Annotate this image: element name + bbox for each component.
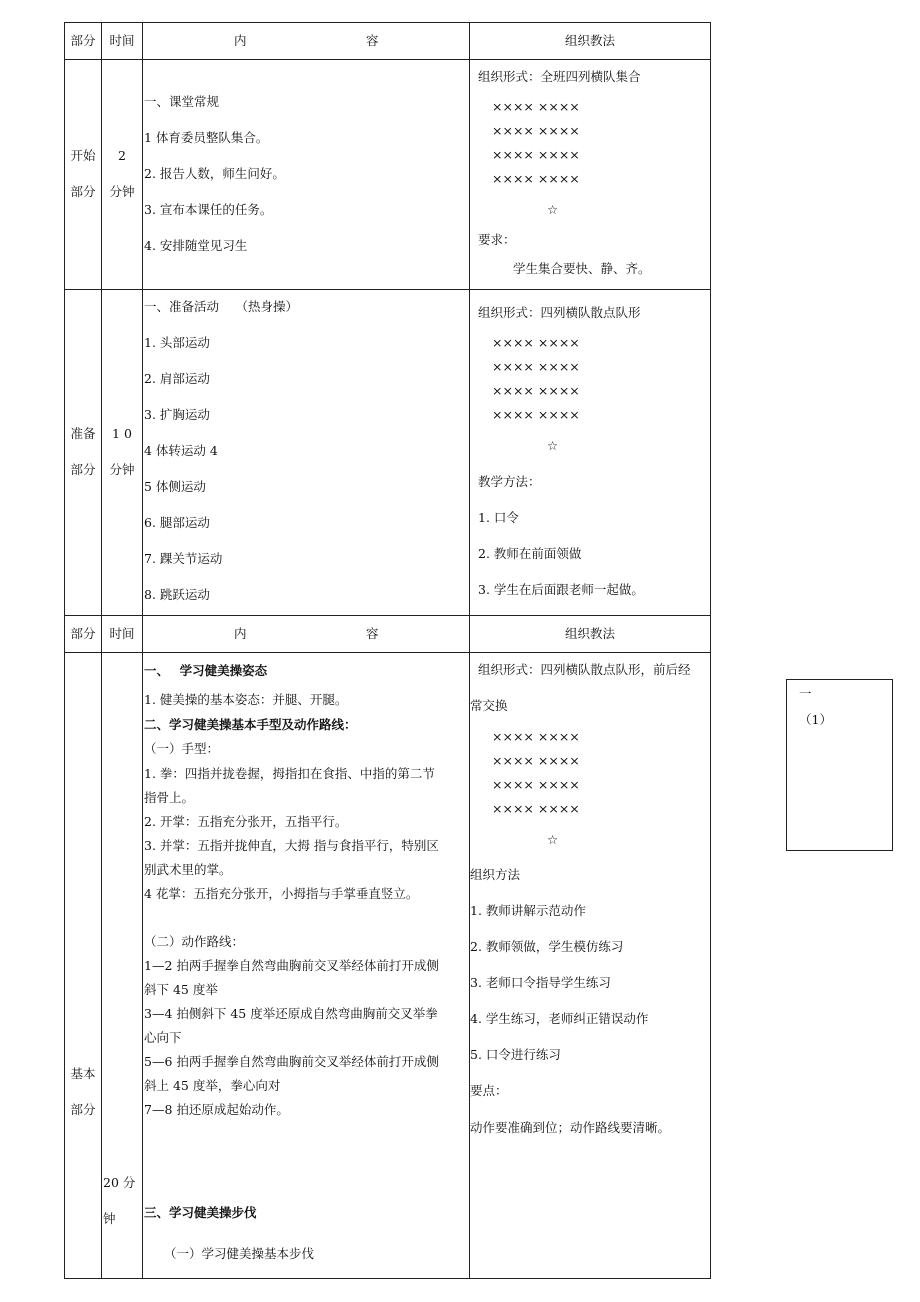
s2-content-line: 7. 踝关节运动 bbox=[144, 551, 223, 566]
s2-content-line: 1. 头部运动 bbox=[144, 335, 210, 350]
s2-content-line: 8. 跳跃运动 bbox=[144, 587, 210, 602]
s3-part-1: 基本 bbox=[70, 1066, 96, 1081]
s1-part-2: 部分 bbox=[70, 184, 96, 199]
header-divider bbox=[64, 59, 711, 60]
s2-part-1: 准备 bbox=[70, 426, 96, 441]
formation-row: ×××× ×××× bbox=[492, 359, 580, 374]
s2-content-line: 3. 扩胸运动 bbox=[144, 407, 210, 422]
formation-row: ×××× ×××× bbox=[492, 801, 580, 816]
s3-heading-3: 三、学习健美操步伐 bbox=[144, 1205, 257, 1220]
s2-content-line: 4 体转运动 4 bbox=[144, 443, 218, 458]
s3-line: 1—2 拍两手握拳自然弯曲胸前交叉举经体前打开成侧 bbox=[144, 958, 439, 973]
s3-line: 斜下 45 度举 bbox=[144, 982, 218, 997]
s1-content-line: 2. 报告人数，师生问好。 bbox=[144, 166, 285, 181]
s3-line: 7—8 拍还原成起始动作。 bbox=[144, 1102, 289, 1117]
s3-line: 3. 并掌：五指并拢伸直，大拇 指与食指平行，特别区 bbox=[144, 838, 439, 853]
s3-line: 1. 健美操的基本姿态：并腿、开腿。 bbox=[144, 692, 348, 707]
s2-method-item: 2. 教师在前面领做 bbox=[478, 546, 582, 561]
header-part: 部分 bbox=[70, 33, 96, 48]
header-content-a: 内 bbox=[234, 33, 247, 48]
table-border-bottom bbox=[64, 1278, 711, 1279]
s1-content-line: 1 体育委员整队集合。 bbox=[144, 130, 269, 145]
formation-row: ×××× ×××× bbox=[492, 383, 580, 398]
s2-time-2: 分钟 bbox=[109, 462, 135, 477]
s2-method-item: 1. 口令 bbox=[478, 510, 519, 525]
col-line-1 bbox=[101, 22, 102, 1279]
s3-method-item: 2. 教师领做，学生模仿练习 bbox=[470, 939, 624, 954]
row-divider-2 bbox=[64, 615, 711, 616]
s3-line: 4 花掌：五指充分张开，小拇指与手掌垂直竖立。 bbox=[144, 886, 419, 901]
s3-part-2: 部分 bbox=[70, 1102, 96, 1117]
header-part-2: 部分 bbox=[70, 626, 96, 641]
s3-line: 别武术里的掌。 bbox=[144, 862, 232, 877]
s2-method-label: 教学方法： bbox=[478, 474, 541, 489]
row-divider-1 bbox=[64, 289, 711, 290]
s2-org-form: 组织形式：四列横队散点队形 bbox=[478, 305, 641, 320]
formation-row: ×××× ×××× bbox=[492, 777, 580, 792]
s1-org-form: 组织形式：全班四列横队集合 bbox=[478, 69, 641, 84]
s3-line: 斜上 45 度举，拳心向对 bbox=[144, 1078, 281, 1093]
header-content-a-2: 内 bbox=[234, 626, 247, 641]
s2-time-1: 1 0 bbox=[112, 426, 132, 441]
s2-content-line: 5 体侧运动 bbox=[144, 479, 206, 494]
s3-line: 1. 拳：四指并拢卷握，拇指扣在食指、中指的第二节 bbox=[144, 766, 435, 781]
s1-content-line: 一、课堂常规 bbox=[144, 94, 220, 109]
formation-row: ×××× ×××× bbox=[492, 729, 580, 744]
s1-time-2: 分钟 bbox=[109, 184, 135, 199]
formation-row: ×××× ×××× bbox=[492, 335, 580, 350]
s3-heading-2: 二、学习健美操基本手型及动作路线： bbox=[144, 717, 357, 732]
s2-content-line: 2. 肩部运动 bbox=[144, 371, 210, 386]
formation-row: ×××× ×××× bbox=[492, 99, 580, 114]
s3-method-item: 3. 老师口令指导学生练习 bbox=[470, 975, 611, 990]
s3-line: 2. 开掌：五指充分张开，五指平行。 bbox=[144, 814, 348, 829]
header-time: 时间 bbox=[109, 33, 135, 48]
col-line-0 bbox=[64, 22, 65, 1279]
col-line-2 bbox=[142, 22, 143, 1279]
teacher-star-icon: ☆ bbox=[547, 202, 559, 217]
formation-row: ×××× ×××× bbox=[492, 123, 580, 138]
s3-line: 指骨上。 bbox=[144, 790, 195, 805]
s3-line: 心向下 bbox=[144, 1030, 182, 1045]
col-line-4 bbox=[710, 22, 711, 1279]
s2-part-2: 部分 bbox=[70, 462, 96, 477]
side-note-line-1: 一 bbox=[799, 686, 812, 701]
s1-part-1: 开始 bbox=[70, 148, 96, 163]
s3-time-2: 钟 bbox=[103, 1211, 116, 1226]
header-method-2: 组织教法 bbox=[564, 626, 615, 641]
s1-req-label: 要求： bbox=[478, 232, 516, 247]
s2-content-line: 6. 腿部运动 bbox=[144, 515, 210, 530]
table-border-top bbox=[64, 22, 711, 23]
s3-method-item: 1. 教师讲解示范动作 bbox=[470, 903, 586, 918]
s3-org-form: 组织形式：四列横队散点队形，前后经 bbox=[478, 662, 691, 677]
s3-method-item: 5. 口令进行练习 bbox=[470, 1047, 561, 1062]
s3-heading-1: 一、 学习健美操姿态 bbox=[144, 663, 268, 678]
s3-subheading: （一）手型： bbox=[144, 741, 220, 756]
teacher-star-icon: ☆ bbox=[547, 832, 559, 847]
s3-line: 5—6 拍两手握拳自然弯曲胸前交叉举经体前打开成侧 bbox=[144, 1054, 439, 1069]
s2-content-line: 一、准备活动 （热身操） bbox=[144, 299, 298, 314]
side-note-line-2: （1） bbox=[799, 712, 832, 727]
formation-row: ×××× ×××× bbox=[492, 171, 580, 186]
s1-content-line: 3. 宣布本课任的任务。 bbox=[144, 202, 273, 217]
s3-subheading: （一）学习健美操基本步伐 bbox=[164, 1246, 315, 1261]
formation-row: ×××× ×××× bbox=[492, 147, 580, 162]
formation-row: ×××× ×××× bbox=[492, 407, 580, 422]
teacher-star-icon: ☆ bbox=[547, 438, 559, 453]
s3-line: 3—4 拍侧斜下 45 度举还原成自然弯曲胸前交叉举拳 bbox=[144, 1006, 438, 1021]
s3-subheading: （二）动作路线： bbox=[144, 934, 245, 949]
header-method: 组织教法 bbox=[564, 33, 615, 48]
header-content-b-2: 容 bbox=[366, 626, 379, 641]
header-divider-2 bbox=[64, 652, 711, 653]
s1-time-1: 2 bbox=[118, 148, 126, 163]
header-content-b: 容 bbox=[366, 33, 379, 48]
s3-org-form-cont: 常交换 bbox=[470, 698, 508, 713]
s3-key-label: 要点： bbox=[470, 1083, 508, 1098]
s3-method-item: 4. 学生练习，老师纠正错误动作 bbox=[470, 1011, 649, 1026]
s3-org-label: 组织方法 bbox=[470, 867, 521, 882]
s3-time-1: 20 分 bbox=[103, 1175, 136, 1190]
header-time-2: 时间 bbox=[109, 626, 135, 641]
s3-key-text: 动作要准确到位；动作路线要清晰。 bbox=[470, 1120, 671, 1135]
s1-req-text: 学生集合要快、静、齐。 bbox=[513, 261, 651, 276]
s1-content-line: 4. 安排随堂见习生 bbox=[144, 238, 248, 253]
s2-method-item: 3. 学生在后面跟老师一起做。 bbox=[478, 582, 644, 597]
formation-row: ×××× ×××× bbox=[492, 753, 580, 768]
side-note-box bbox=[786, 679, 893, 851]
